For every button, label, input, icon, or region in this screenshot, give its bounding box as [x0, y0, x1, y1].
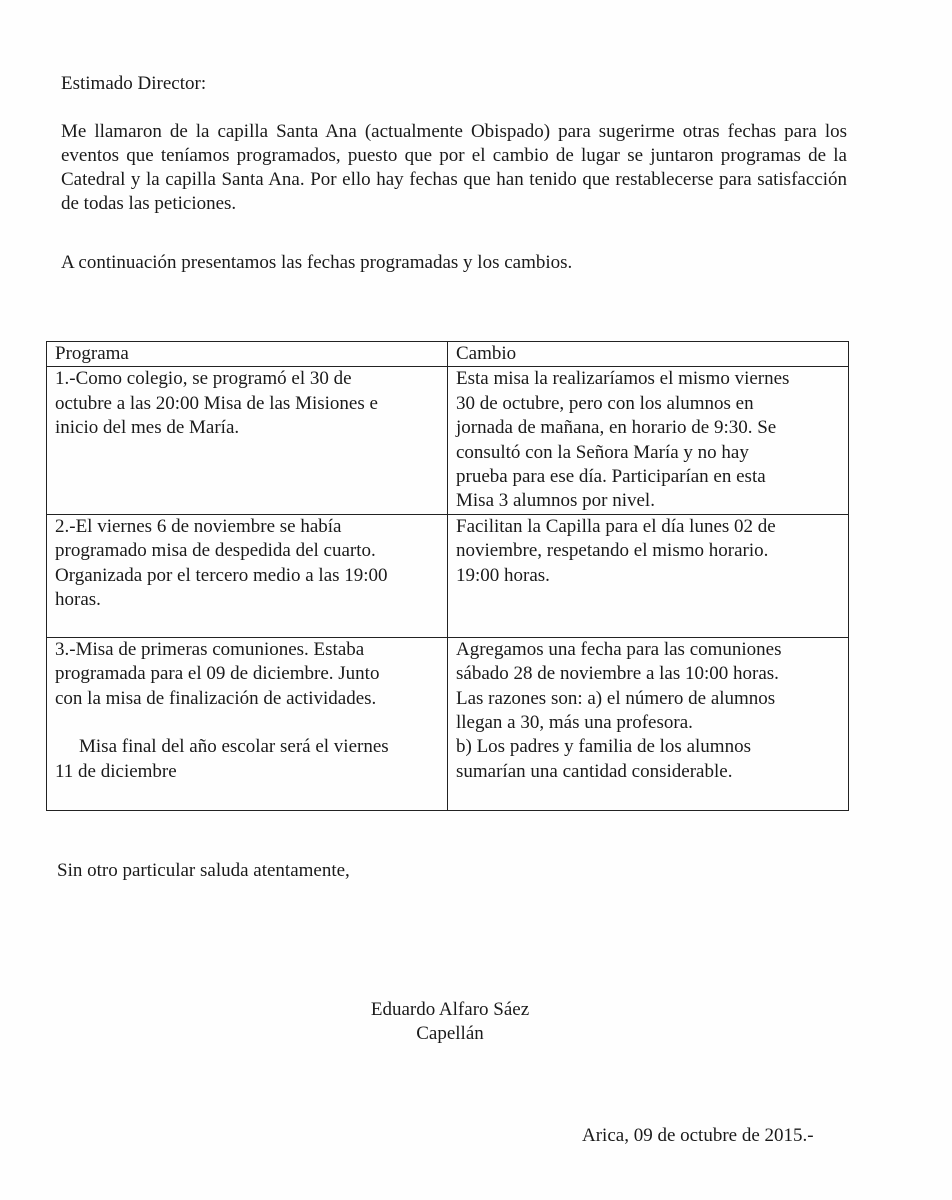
- cell-line: Misa 3 alumnos por nivel.: [456, 490, 655, 512]
- cell-line: Organizada por el tercero medio a las 19:00: [55, 564, 388, 586]
- salutation: Estimado Director:: [61, 73, 207, 94]
- cell-line: 11 de diciembre: [55, 760, 177, 782]
- cambio-cell: [448, 514, 849, 637]
- cell-line: noviembre, respetando el mismo horario.: [456, 540, 769, 562]
- signer-name: Eduardo Alfaro Sáez: [370, 999, 530, 1020]
- cell-line: 2.-El viernes 6 de noviembre se había: [55, 515, 342, 537]
- cell-line: jornada de mañana, en horario de 9:30. Se: [456, 417, 777, 439]
- cambio-cell: [448, 637, 849, 810]
- cell-line: 30 de octubre, pero con los alumnos en: [456, 392, 754, 414]
- cell-line: llegan a 30, más una profesora.: [456, 712, 693, 734]
- cell-line: Las razones son: a) el número de alumnos: [456, 687, 776, 709]
- cell-line: Facilitan la Capilla para el día lunes 02 de: [456, 515, 776, 537]
- body-paragraph: Me llamaron de la capilla Santa Ana (actualmente Obispado) para sugerirme otras fechas para los eventos que teníamos programados, puesto que por el cambio de lugar se juntaron programas de la Catedral y la capilla Santa Ana. Por ello hay fechas que han tenido que restablecerse para satisfacción de todas las peticiones.: [61, 121, 847, 214]
- intro-paragraph: A continuación presentamos las fechas programadas y los cambios.: [61, 252, 573, 273]
- cell-line: 3.-Misa de primeras comuniones. Estaba: [55, 638, 365, 660]
- blank-line: [55, 711, 439, 735]
- cell-line: consultó con la Señora María y no hay: [456, 441, 749, 463]
- cambio-cell: [448, 367, 849, 514]
- cell-line: 19:00 horas.: [456, 564, 550, 586]
- cell-line: programado misa de despedida del cuarto.: [55, 540, 376, 562]
- cell-line: con la misa de finalización de actividades.: [55, 687, 377, 709]
- cell-line: prueba para ese día. Participarían en esta: [456, 466, 766, 488]
- header-cambio: Cambio: [448, 342, 849, 367]
- header-programa: Programa: [47, 342, 448, 367]
- closing-line: Sin otro particular saluda atentamente,: [57, 860, 350, 881]
- cell-line-indented: [55, 735, 439, 759]
- cell-line: inicio del mes de María.: [55, 417, 240, 439]
- cell-line: sábado 28 de noviembre a las 10:00 horas.: [456, 663, 779, 685]
- cell-line: octubre a las 20:00 Misa de las Misiones e: [55, 392, 378, 414]
- table-row: [47, 514, 849, 637]
- cell-line: programada para el 09 de diciembre. Junto: [55, 663, 380, 685]
- table-header-row: [47, 342, 849, 367]
- cell-line: sumarían una cantidad considerable.: [456, 760, 733, 782]
- table-row: [47, 367, 849, 514]
- cell-line: 1.-Como colegio, se programó el 30 de: [55, 368, 352, 390]
- table-row: [47, 637, 849, 810]
- programa-cell: [47, 637, 448, 810]
- cell-line: b) Los padres y familia de los alumnos: [456, 736, 751, 758]
- signature-block: [340, 998, 560, 1046]
- cell-line: Esta misa la realizaríamos el mismo viernes: [456, 368, 790, 390]
- programa-cell: [47, 367, 448, 514]
- place-date: Arica, 09 de octubre de 2015.-: [582, 1125, 814, 1146]
- schedule-changes-table: [46, 341, 849, 811]
- cell-line: horas.: [55, 589, 101, 611]
- programa-cell: [47, 514, 448, 637]
- cell-line: Agregamos una fecha para las comuniones: [456, 638, 782, 660]
- cell-text: Misa final del año escolar será el viernes: [79, 736, 389, 758]
- signer-title: Capellán: [416, 1023, 484, 1044]
